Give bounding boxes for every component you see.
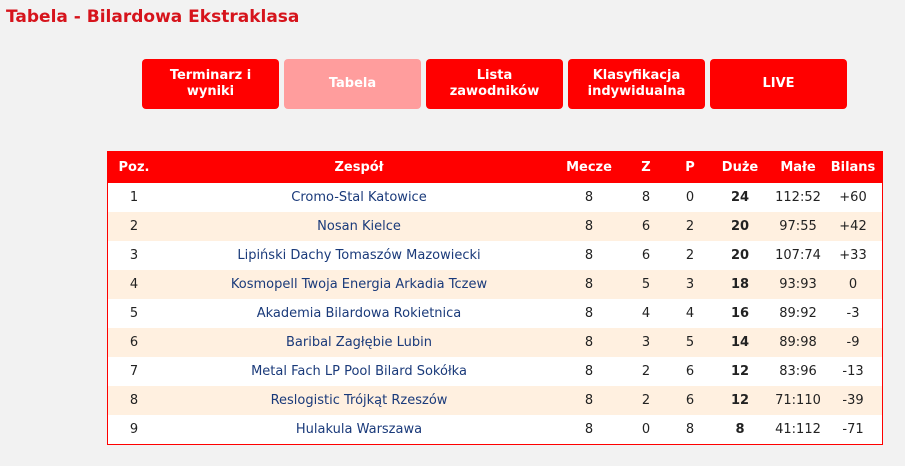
wins-cell: 6 — [641, 248, 651, 263]
table-row — [108, 415, 882, 444]
balance-cell: -3 — [846, 306, 860, 321]
balance-cell: -13 — [842, 364, 864, 379]
losses-cell: 2 — [685, 248, 695, 263]
team-name-cell[interactable]: Cromo-Stal Katowice — [291, 190, 427, 205]
balance-cell: +60 — [839, 190, 867, 205]
matches-cell: 8 — [584, 248, 594, 263]
table-row — [108, 270, 882, 299]
matches-cell: 8 — [584, 393, 594, 408]
big-points-cell: 16 — [730, 306, 750, 321]
header-male[interactable]: Małe — [780, 160, 816, 175]
position-cell: 3 — [129, 248, 139, 263]
big-points-cell: 20 — [730, 248, 750, 263]
small-points-cell: 97:55 — [779, 219, 817, 234]
header-duze[interactable]: Duże — [721, 160, 759, 175]
big-points-cell: 12 — [730, 364, 750, 379]
wins-cell: 4 — [641, 306, 651, 321]
header-bilans[interactable]: Bilans — [830, 160, 876, 175]
balance-cell: +42 — [839, 219, 867, 234]
matches-cell: 8 — [584, 190, 594, 205]
nav-terminarz-button[interactable]: Terminarz i wyniki — [142, 59, 279, 109]
matches-cell: 8 — [584, 219, 594, 234]
team-name-cell[interactable]: Kosmopell Twoja Energia Arkadia Tczew — [230, 277, 488, 292]
position-cell: 9 — [129, 422, 139, 437]
losses-cell: 3 — [685, 277, 695, 292]
team-name-cell[interactable]: Reslogistic Trójkąt Rzeszów — [270, 393, 448, 408]
position-cell: 4 — [129, 277, 139, 292]
table-header-row — [108, 152, 882, 183]
header-mecze[interactable]: Mecze — [566, 160, 612, 175]
page-title: Tabela - Bilardowa Ekstraklasa — [6, 7, 300, 27]
big-points-cell: 14 — [730, 335, 750, 350]
small-points-cell: 93:93 — [779, 277, 817, 292]
position-cell: 2 — [129, 219, 139, 234]
header-z[interactable]: Z — [641, 160, 651, 175]
table-row — [108, 328, 882, 357]
position-cell: 7 — [129, 364, 139, 379]
header-p[interactable]: P — [685, 160, 695, 175]
table-row — [108, 299, 882, 328]
position-cell: 8 — [129, 393, 139, 408]
wins-cell: 3 — [641, 335, 651, 350]
losses-cell: 2 — [685, 219, 695, 234]
losses-cell: 6 — [685, 393, 695, 408]
position-cell: 6 — [129, 335, 139, 350]
losses-cell: 4 — [685, 306, 695, 321]
position-cell: 1 — [129, 190, 139, 205]
matches-cell: 8 — [584, 277, 594, 292]
small-points-cell: 71:110 — [775, 393, 821, 408]
wins-cell: 2 — [641, 364, 651, 379]
standings-table — [107, 151, 883, 445]
table-row — [108, 212, 882, 241]
position-cell: 5 — [129, 306, 139, 321]
nav-klasyfikacja-button[interactable]: Klasyfikacja indywidualna — [568, 59, 705, 109]
big-points-cell: 20 — [730, 219, 750, 234]
wins-cell: 8 — [641, 190, 651, 205]
team-name-cell[interactable]: Akademia Bilardowa Rokietnica — [256, 306, 462, 321]
wins-cell: 6 — [641, 219, 651, 234]
balance-cell: +33 — [839, 248, 867, 263]
table-row — [108, 241, 882, 270]
small-points-cell: 89:98 — [779, 335, 817, 350]
big-points-cell: 18 — [730, 277, 750, 292]
losses-cell: 0 — [685, 190, 695, 205]
nav-live-button[interactable]: LIVE — [710, 59, 847, 109]
wins-cell: 2 — [641, 393, 651, 408]
big-points-cell: 12 — [730, 393, 750, 408]
nav-bar — [142, 59, 852, 109]
losses-cell: 5 — [685, 335, 695, 350]
wins-cell: 0 — [641, 422, 651, 437]
big-points-cell: 8 — [735, 422, 745, 437]
wins-cell: 5 — [641, 277, 651, 292]
team-name-cell[interactable]: Metal Fach LP Pool Bilard Sokółka — [251, 364, 467, 379]
nav-lista-zawodnikow-button[interactable]: Lista zawodników — [426, 59, 563, 109]
balance-cell: -71 — [842, 422, 864, 437]
header-poz[interactable]: Poz. — [118, 160, 150, 175]
matches-cell: 8 — [584, 422, 594, 437]
matches-cell: 8 — [584, 335, 594, 350]
team-name-cell[interactable]: Hulakula Warszawa — [295, 422, 423, 437]
losses-cell: 6 — [685, 364, 695, 379]
small-points-cell: 83:96 — [779, 364, 817, 379]
losses-cell: 8 — [685, 422, 695, 437]
balance-cell: 0 — [848, 277, 858, 292]
team-name-cell[interactable]: Baribal Zagłębie Lubin — [286, 335, 432, 350]
matches-cell: 8 — [584, 364, 594, 379]
big-points-cell: 24 — [730, 190, 750, 205]
team-name-cell[interactable]: Nosan Kielce — [317, 219, 401, 234]
small-points-cell: 89:92 — [779, 306, 817, 321]
small-points-cell: 107:74 — [775, 248, 821, 263]
small-points-cell: 112:52 — [775, 190, 821, 205]
balance-cell: -39 — [842, 393, 864, 408]
balance-cell: -9 — [846, 335, 860, 350]
table-row — [108, 386, 882, 415]
matches-cell: 8 — [584, 306, 594, 321]
table-row — [108, 183, 882, 212]
small-points-cell: 41:112 — [775, 422, 821, 437]
team-name-cell[interactable]: Lipiński Dachy Tomaszów Mazowiecki — [237, 248, 481, 263]
nav-tabela-button[interactable]: Tabela — [284, 59, 421, 109]
table-row — [108, 357, 882, 386]
header-zespol[interactable]: Zespół — [334, 160, 384, 175]
